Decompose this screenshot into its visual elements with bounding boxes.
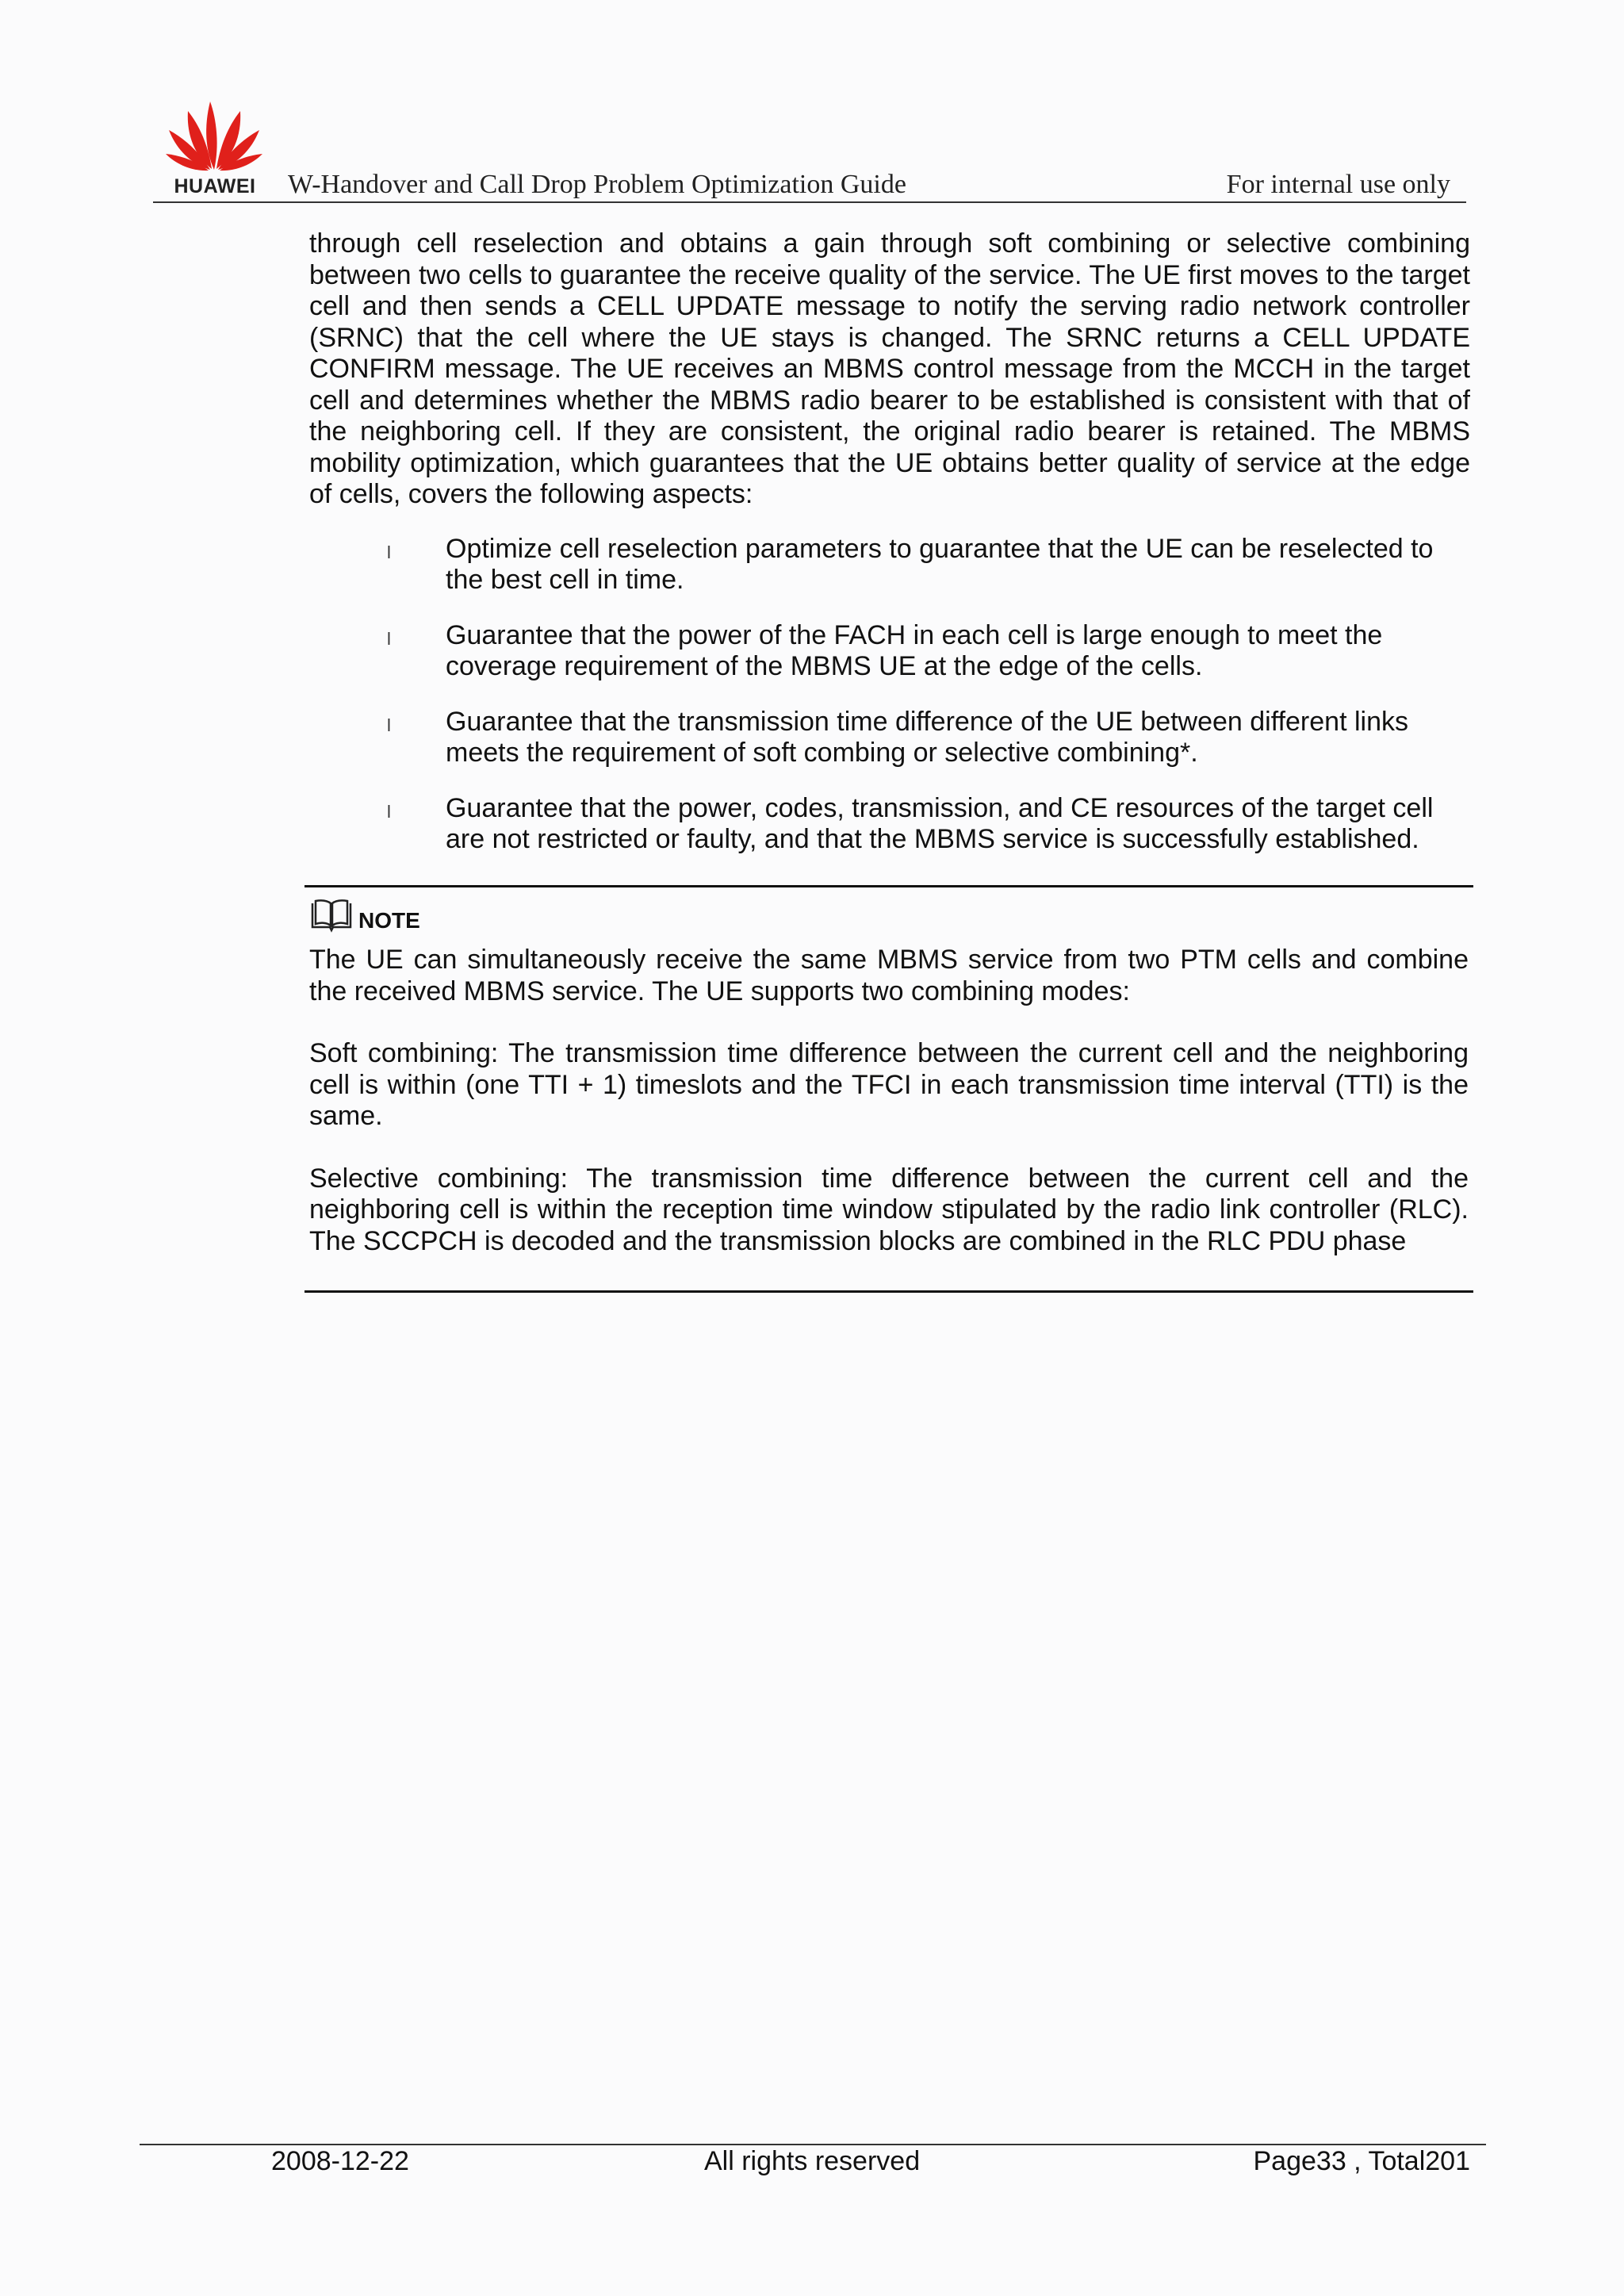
document-title: W-Handover and Call Drop Problem Optimization Guide bbox=[288, 170, 906, 199]
bullet-icon: l bbox=[387, 715, 391, 735]
list-item-text: Guarantee that the power, codes, transmission, and CE resources of the target cell are not restricted or faulty, and that the MBMS service is successfully established. bbox=[446, 792, 1434, 854]
classification-label: For internal use only bbox=[1226, 170, 1450, 199]
note-paragraph: The UE can simultaneously receive the same MBMS service from two PTM cells and combine the received MBMS service. The UE supports two combining modes: bbox=[309, 945, 1469, 1006]
huawei-petals-icon bbox=[164, 95, 264, 171]
bullet-icon: l bbox=[387, 801, 391, 822]
note-paragraph: Selective combining: The transmission time difference between the current cell and the neighboring cell is within the reception time window stipulated by the radio link controller (RLC). The SCCPCH is decoded and the transmission blocks are combined in the RLC PDU phase bbox=[309, 1163, 1469, 1256]
list-item bbox=[309, 534, 1470, 596]
list-item bbox=[309, 793, 1470, 856]
body-paragraph: through cell reselection and obtains a gain through soft combining or selective combining between two cells to guarantee the receive quality of the service. The UE first moves to the target cell and then sends a CELL UPDATE message to notify the serving radio network controller (SRNC) that the cell where the UE stays is changed. The SRNC returns a CELL UPDATE CONFIRM message. The UE receives an MBMS control message from the MCCH in the target cell and determines whether the MBMS radio bearer to be established is consistent with that of the neighboring cell. If they are consistent, the original radio bearer is retained. The MBMS mobility optimization, which guarantees that the UE obtains better quality of service at the edge of cells, covers the following aspects: bbox=[309, 228, 1470, 509]
note-label: NOTE bbox=[358, 908, 420, 933]
footer-divider bbox=[140, 2144, 1486, 2145]
list-item-text: Guarantee that the transmission time difference of the UE between different links meets the requirement of soft combing or selective combining*. bbox=[446, 706, 1408, 768]
list-item bbox=[309, 620, 1470, 683]
bullet-list bbox=[309, 534, 1470, 856]
main-content bbox=[309, 228, 1470, 880]
note-paragraph: Soft combining: The transmission time difference between the current cell and the neighboring cell is within (one TTI + 1) timeslots and the TFCI in each transmission time interval (TTI) is the same. bbox=[309, 1038, 1469, 1131]
list-item-text: Guarantee that the power of the FACH in each cell is large enough to meet the coverage requirement of the MBMS UE at the edge of the cells. bbox=[446, 619, 1383, 681]
list-item bbox=[309, 707, 1470, 769]
bullet-icon: l bbox=[387, 542, 391, 562]
note-body bbox=[309, 945, 1469, 1257]
bullet-icon: l bbox=[387, 628, 391, 649]
brand-wordmark: HUAWEI bbox=[174, 175, 256, 197]
huawei-logo bbox=[159, 95, 262, 200]
book-icon bbox=[309, 899, 354, 933]
note-box bbox=[304, 885, 1473, 1293]
footer-page-number: Page33 , Total201 bbox=[1253, 2146, 1470, 2176]
footer-date: 2008-12-22 bbox=[271, 2146, 409, 2176]
page-header bbox=[153, 89, 1466, 203]
list-item-text: Optimize cell reselection parameters to guarantee that the UE can be reselected to the best cell in time. bbox=[446, 533, 1434, 595]
footer-rights: All rights reserved bbox=[704, 2146, 921, 2176]
